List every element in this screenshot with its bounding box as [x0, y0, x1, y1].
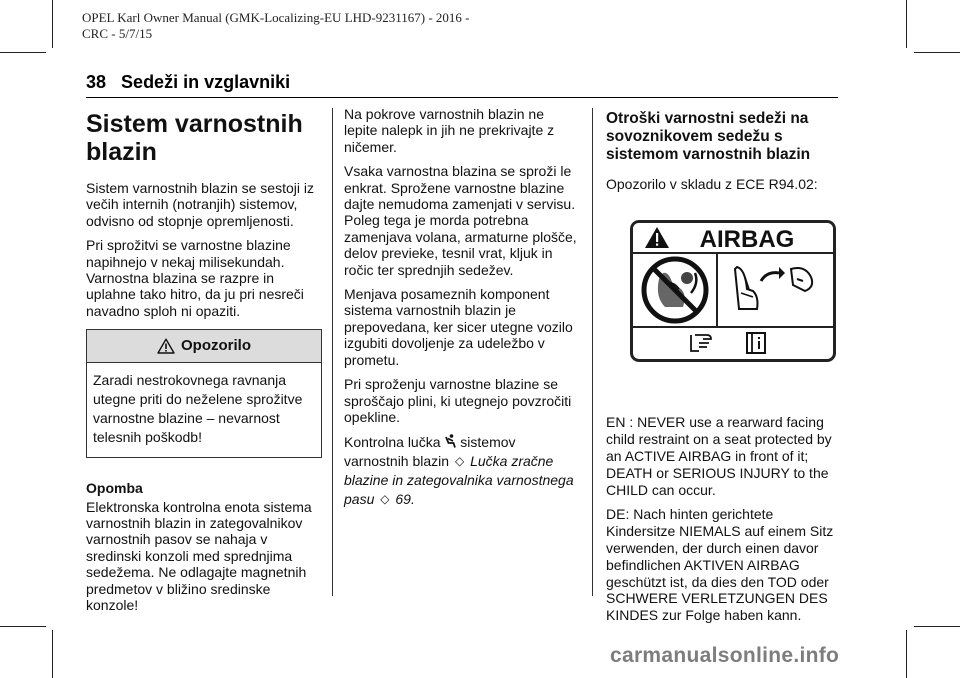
- reference-arrow-icon: ◇: [454, 454, 465, 469]
- crop-mark: [52, 0, 53, 48]
- reference-arrow-icon: ◇: [380, 492, 390, 507]
- paragraph: Pri sprožitvi se varnostne blazine napihnejo v nekaj milisekundah. Varnostna blazina se razpre in uplahne tako hitro, da ju pri nesreči navadno sploh ni opaziti.: [86, 237, 304, 319]
- subsection-title: Otroški varnostni sedeži na sovoznikovem sedežu s sistemom varnostnih blazin: [606, 110, 811, 163]
- column-divider: [592, 108, 593, 596]
- meta-line-2: CRC - 5/7/15: [82, 26, 153, 41]
- airbag-warning-label-figure: [630, 220, 836, 362]
- warning-label: Opozorilo: [181, 337, 251, 355]
- airbag-label-graphic: [633, 223, 833, 359]
- right-column: [606, 106, 842, 632]
- read-manual-hand-icon: [691, 335, 711, 351]
- document-meta: [82, 10, 542, 42]
- crop-mark: [906, 630, 907, 678]
- german-warning-text: DE: Nach hinten gerichtete Kindersitze NIEMALS auf einem Sitz verwenden, der durch einen davor befindlichen AKTIVEN AIRBAG geschützt ist, da dies den TOD oder SCHWERE VERLETZUNGEN DES KINDES zur Folge haben kann.: [606, 506, 834, 624]
- paragraph: Vsaka varnostna blazina se sproži le enkrat. Sprožene varnostne blazine dajte nemudoma zamenjati v servisu. Poleg tega je morda potrebna zamenjava volana, armaturne plošče, delov previeke, tesnil vrat, kljuk in ročic ter sprednjih sedežev.: [344, 163, 577, 278]
- paragraph: Na pokrove varnostnih blazin ne lepite nalepk in jih ne prekrivajte z ničemer.: [344, 106, 555, 155]
- airbag-label-text: AIRBAG: [699, 226, 795, 254]
- crop-mark: [914, 52, 960, 53]
- crop-mark: [0, 52, 46, 53]
- crop-mark: [0, 626, 46, 627]
- warning-header: [87, 330, 321, 363]
- page-title-line-2: blazin: [86, 138, 157, 166]
- paragraph: Menjava posameznih komponent sistema varnostnih blazin je prepovedana, ker sicer utegne vozilo izgubiti dovoljenje za udeležbo v prometu.: [344, 286, 573, 368]
- seat-airbag-deployment-icon: [735, 267, 812, 309]
- page-title-line-1: Sistem varnostnih: [86, 110, 303, 138]
- paragraph-with-reference: [344, 433, 580, 509]
- paragraph-text: sistemov varnostnih blazin: [344, 434, 516, 470]
- watermark-text: carmanualsonline.info: [610, 644, 840, 667]
- crop-mark: [52, 630, 53, 678]
- seat-airbag-icon: [444, 434, 456, 448]
- paragraph: Sistem varnostnih blazin se sestoji iz večih internih (notranjih) sistemov, odvisno od stopnje opremljenosti.: [86, 180, 314, 229]
- crop-mark: [914, 626, 960, 627]
- note-text: Elektronska kontrolna enota sistema varnostnih blazin in zategovalnikov varnostnih pasov se nahaja v sredinski konzoli med sprednjima sedežema. Ne odlagajte magnetnih predmetov v bližino sredinske konzole!: [86, 498, 312, 614]
- running-header: [86, 72, 290, 93]
- middle-column: [344, 106, 580, 517]
- page-title: [86, 110, 322, 166]
- warning-text: Zaradi nestrokovnega ravnanja utegne priti do neželene sprožitve varnostne blazine – nevarnost telesnih poškodb!: [93, 372, 303, 446]
- header-rule: [86, 97, 838, 98]
- note-label: Opomba: [86, 480, 143, 497]
- left-column: [86, 106, 322, 622]
- no-rear-facing-child-seat-icon: [644, 259, 706, 321]
- owner-manual-book-icon: [747, 333, 765, 353]
- page-number: 38: [86, 72, 107, 92]
- column-divider: [332, 108, 333, 596]
- english-warning-text: EN : NEVER use a rearward facing child restraint on a seat protected by an ACTIVE AIRBAG in front of it; DEATH or SERIOUS INJURY to the CHILD can occur.: [606, 414, 832, 498]
- paragraph: Opozorilo v skladu z ECE R94.02:: [606, 176, 818, 192]
- cross-reference-page[interactable]: 69.: [395, 491, 415, 508]
- section-title: Sedeži in vzglavniki: [121, 72, 291, 92]
- paragraph: Pri sproženju varnostne blazine se sproščajo plini, ki utegnejo povzročiti opekline.: [344, 376, 572, 425]
- crop-mark: [906, 0, 907, 48]
- warning-triangle-icon: [157, 338, 175, 354]
- paragraph-text: Kontrolna lučka: [344, 434, 441, 451]
- warning-box: [86, 329, 322, 458]
- cross-reference-link[interactable]: Lučka zračne blazine in zategovalnika varnostnega pasu: [344, 453, 574, 508]
- meta-line-1: OPEL Karl Owner Manual (GMK-Localizing-EU LHD-9231167) - 2016 -: [82, 10, 470, 25]
